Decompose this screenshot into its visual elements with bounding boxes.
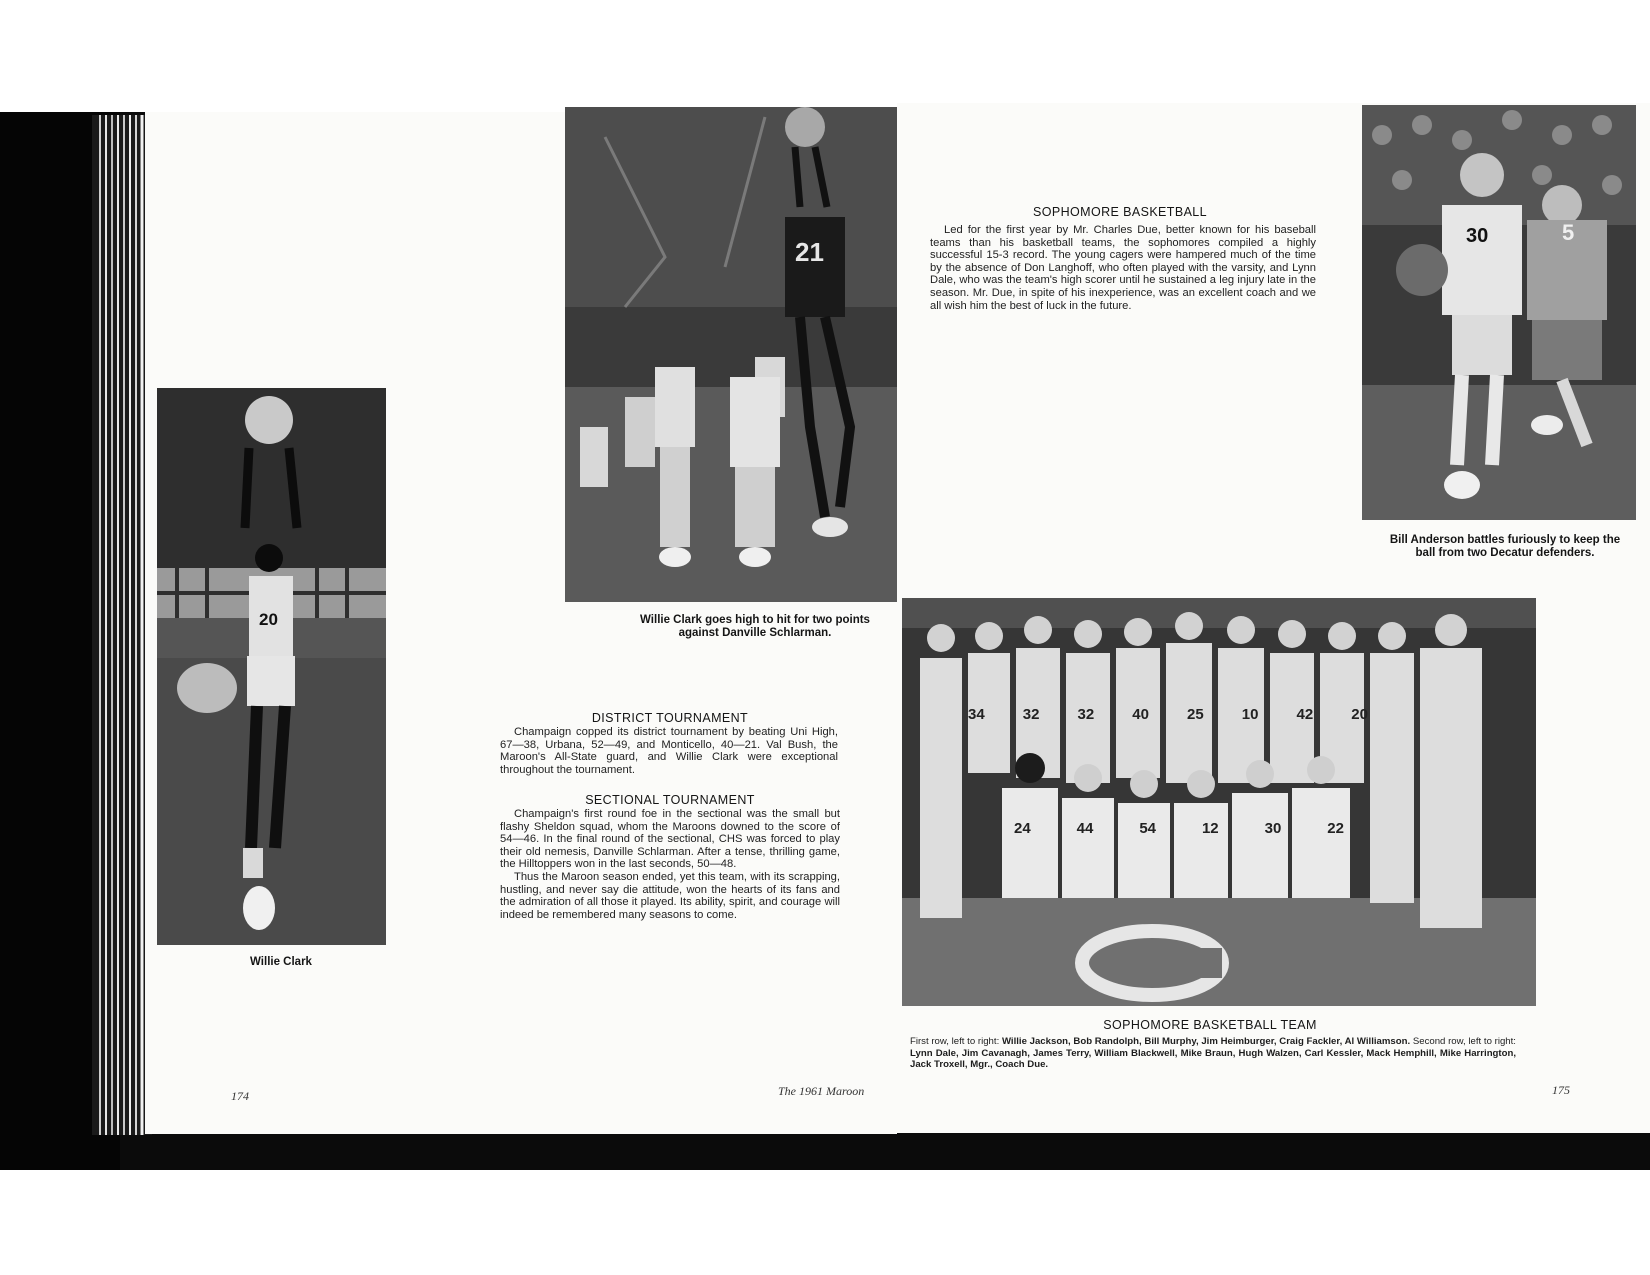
clark-jersey-number: 20 [259,610,278,629]
front-row-jerseys [1014,820,1344,837]
clark-action-photo [565,107,902,602]
jersey-number: 32 [1077,706,1095,723]
jersey-number: 10 [1241,706,1259,723]
district-tournament-text [500,726,838,776]
bill-anderson-caption: Bill Anderson battles furiously to keep the ball from two Decatur defenders. [1389,534,1621,559]
jersey-number: 30 [1264,820,1282,837]
sectional-paragraph-1: Champaign's first round foe in the sectional was the small but flashy Sheldon squad, whom the Maroons downed to the score of 54—46. In the final round of the sectional, CHS was forced to play their old nemesis, Danville Schlarman. After a tense, thrilling game, the Hilltoppers won in the last seconds, 50—48. [500,808,840,871]
jersey-number: 44 [1076,820,1094,837]
sophomore-team-photo [902,598,1536,1006]
sophomore-team-heading: SOPHOMORE BASKETBALL TEAM [1103,1018,1317,1032]
team-roster-caption [910,1036,1516,1071]
jersey-number: 32 [1022,706,1040,723]
sectional-paragraph-2: Thus the Maroon season ended, yet this team, with its scrapping, hustling, and never say die attitude, won the hearts of its fans and the admiration of all those it played. Its ability, spirit, and courage will indeed be remembered many seasons to come. [500,870,840,921]
district-paragraph: Champaign copped its district tournament by beating Uni High, 67—38, Urbana, 52—49, and Monticello, 40—21. Val Bush, the Maroon's All-State guard, and Willie Clark were exceptional throughout the tournament. [500,726,838,776]
jersey-number: 22 [1327,820,1344,837]
defender-jersey-number: 5 [1562,220,1575,245]
willie-clark-photo [157,388,386,945]
second-row-label: Second row, left to right: [1412,1036,1516,1047]
page-number-right: 175 [1552,1083,1570,1097]
jersey-number: 40 [1132,706,1149,723]
willie-clark-caption: Willie Clark [250,956,312,968]
jersey-number: 12 [1201,820,1219,837]
sophomore-basketball-text [930,224,1316,312]
action-jersey-number: 21 [795,237,824,267]
anderson-jersey-number: 30 [1466,225,1489,247]
action-photo-caption: Willie Clark goes high to hit for two points against Danville Schlarman. [640,614,870,639]
jersey-number: 25 [1187,706,1204,723]
first-row-names: Willie Jackson, Bob Randolph, Bill Murphy, Jim Heimburger, Craig Fackler, Al Williamson. [1001,1036,1411,1047]
jersey-number: 54 [1139,820,1156,837]
page-edges [92,115,152,1135]
first-row-label: First row, left to right: [910,1036,1000,1047]
district-tournament-heading: DISTRICT TOURNAMENT [591,711,749,725]
sophomore-basketball-heading: SOPHOMORE BASKETBALL [1032,205,1208,219]
back-row-jerseys [968,706,1368,723]
sophomore-paragraph: Led for the first year by Mr. Charles Due, better known for his baseball teams than his basketball teams, the sophomores compiled a highly successful 15-3 record. The young cagers were hampered much of the time by the absence of Don Langhoff, who often played with the varsity, and Lynn Dale, who was the team's high scorer until he sustained a leg injury late in the season. Mr. Due, in spite of his inexperience, was an excellent coach and we all wish him the best of luck in the future. [930,224,1316,312]
yearbook-footer-title: The 1961 Maroon [778,1084,865,1098]
jersey-number: 24 [1014,820,1031,837]
jersey-number: 20 [1351,706,1368,723]
bill-anderson-photo [1362,105,1636,520]
sectional-tournament-heading: SECTIONAL TOURNAMENT [585,793,755,807]
page-number-left: 174 [231,1089,249,1103]
jersey-number: 34 [968,706,985,723]
second-row-names: Lynn Dale, Jim Cavanagh, James Terry, William Blackwell, Mike Braun, Hugh Walzen, Carl Kessler, Mack Hemphill, Mike Harrington, Jack Troxell, Mgr., Coach Due. [910,1047,1516,1070]
sectional-tournament-text [500,808,840,921]
jersey-number: 42 [1296,706,1314,723]
